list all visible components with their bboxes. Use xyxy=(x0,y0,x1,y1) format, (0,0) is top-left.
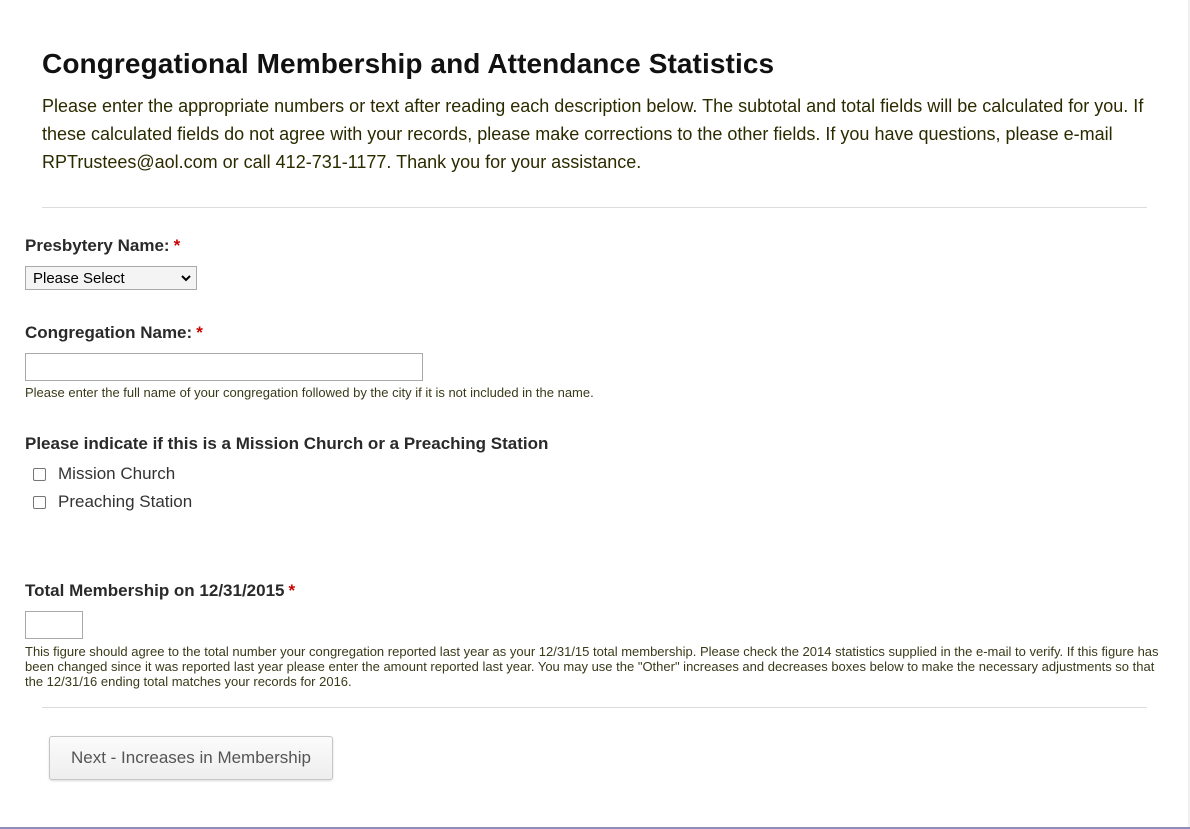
church-type-label: Please indicate if this is a Mission Church or a Preaching Station xyxy=(25,434,549,453)
preaching-station-label[interactable]: Preaching Station xyxy=(58,492,193,511)
mission-church-option[interactable] xyxy=(33,464,175,484)
header-divider xyxy=(42,207,1147,208)
presbytery-select-value: Please Select xyxy=(33,269,125,287)
mission-church-checkbox[interactable] xyxy=(33,468,46,481)
required-marker: * xyxy=(288,581,296,600)
required-marker: * xyxy=(196,323,203,342)
required-marker: * xyxy=(173,236,181,255)
presbytery-select[interactable] xyxy=(25,266,197,290)
church-type-field xyxy=(25,434,725,524)
congregation-field xyxy=(25,323,725,403)
membership-help: This figure should agree to the total number your congregation reported last year as your 12/31/15 total membership. Please check the 2014 statistics supplied in the e-mail to verify. If this figure has been changed since it was reported last year please enter the amount reported last year. You may use the "Other" increases and decreases boxes below to make the necessary adjustments so that the 12/31/16 ending total matches your records for 2016. xyxy=(25,644,1159,689)
next-increases-button[interactable]: Next - Increases in Membership xyxy=(49,736,333,780)
presbytery-label: Presbytery Name: * xyxy=(25,236,181,255)
preaching-station-option[interactable] xyxy=(33,492,192,512)
membership-field xyxy=(25,581,1165,691)
form-intro: Please enter the appropriate numbers or text after reading each description below. The subtotal and total fields will be calculated for you. If these calculated fields do not agree with your records, please make corrections to the other fields. If you have questions, please e-mail RPTrustees@aol.com or call 412-731-1177. Thank you for your assistance. xyxy=(42,96,1144,172)
mission-church-label[interactable]: Mission Church xyxy=(58,464,176,483)
membership-label: Total Membership on 12/31/2015 * xyxy=(25,581,296,600)
presbytery-field xyxy=(25,236,625,296)
congregation-input[interactable] xyxy=(25,353,423,381)
chevron-down-icon xyxy=(180,272,192,284)
congregation-label: Congregation Name: * xyxy=(25,323,203,342)
footer-divider xyxy=(42,707,1147,708)
form-header xyxy=(42,48,1152,176)
preaching-station-checkbox[interactable] xyxy=(33,496,46,509)
congregation-help: Please enter the full name of your congregation followed by the city if it is not included in the name. xyxy=(25,385,594,400)
membership-input[interactable] xyxy=(25,611,83,639)
page-title: Congregational Membership and Attendance Statistics xyxy=(42,48,775,79)
